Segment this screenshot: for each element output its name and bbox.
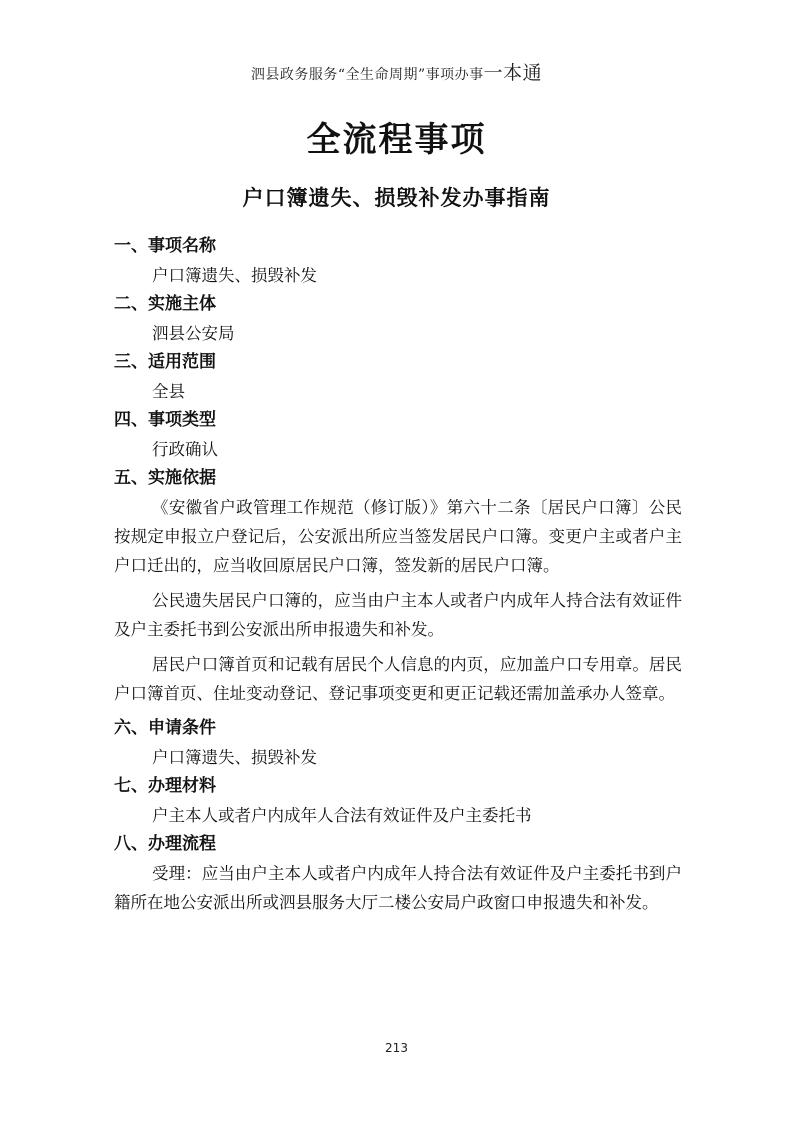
section-implementing-body xyxy=(114,290,682,348)
page-number: 213 xyxy=(385,1041,408,1055)
guide-content xyxy=(114,232,682,923)
section-heading: 二、实施主体 xyxy=(114,294,216,314)
section-heading: 五、实施依据 xyxy=(114,468,216,488)
section-scope xyxy=(114,348,682,406)
section-heading: 七、办理材料 xyxy=(114,776,216,796)
section-legal-basis xyxy=(114,464,682,708)
running-header xyxy=(0,58,793,85)
document-title: 全流程事项 xyxy=(306,120,487,160)
document-subtitle: 户口簿遗失、损毁补发办事指南 xyxy=(242,186,551,210)
section-application-conditions xyxy=(114,714,682,772)
running-header-text: 泗县政务服务“全生命周期”事项办事 xyxy=(250,67,484,83)
running-header-emphasis: 一本通 xyxy=(483,62,543,84)
section-materials xyxy=(114,772,682,830)
section-paragraph: 《安徽省户政管理工作规范（修订版）》第六十二条〔居民户口簿〕公民按规定申报立户登记后，公安派出所应当签发居民户口簿。变更户主或者户主户口迁出的，应当收回原居民户口簿，签发新的居民户口簿。 xyxy=(114,498,682,575)
section-body: 行政确认 xyxy=(152,440,218,459)
section-body: 全县 xyxy=(152,382,185,401)
section-body: 泗县公安局 xyxy=(152,324,235,343)
section-paragraph: 公民遗失居民户口簿的，应当由户主本人或者户内成年人持合法有效证件及户主委托书到公安派出所申报遗失和补发。 xyxy=(114,591,682,639)
section-heading: 四、事项类型 xyxy=(114,410,216,430)
section-heading: 一、事项名称 xyxy=(114,236,216,256)
section-body: 户口簿遗失、损毁补发 xyxy=(152,266,317,285)
section-item-type xyxy=(114,406,682,464)
section-heading: 八、办理流程 xyxy=(114,834,216,854)
section-body: 户主本人或者户内成年人合法有效证件及户主委托书 xyxy=(152,806,532,825)
section-heading: 六、申请条件 xyxy=(114,718,216,738)
section-paragraph: 受理：应当由户主本人或者户内成年人持合法有效证件及户主委托书到户籍所在地公安派出所或泗县服务大厅二楼公安局户政窗口申报遗失和补发。 xyxy=(114,864,682,912)
section-paragraph: 居民户口簿首页和记载有居民个人信息的内页，应加盖户口专用章。居民户口簿首页、住址变动登记、登记事项变更和更正记载还需加盖承办人签章。 xyxy=(114,655,682,703)
section-heading: 三、适用范围 xyxy=(114,352,216,372)
section-body: 户口簿遗失、损毁补发 xyxy=(152,748,317,767)
section-item-name xyxy=(114,232,682,290)
section-process xyxy=(114,830,682,917)
